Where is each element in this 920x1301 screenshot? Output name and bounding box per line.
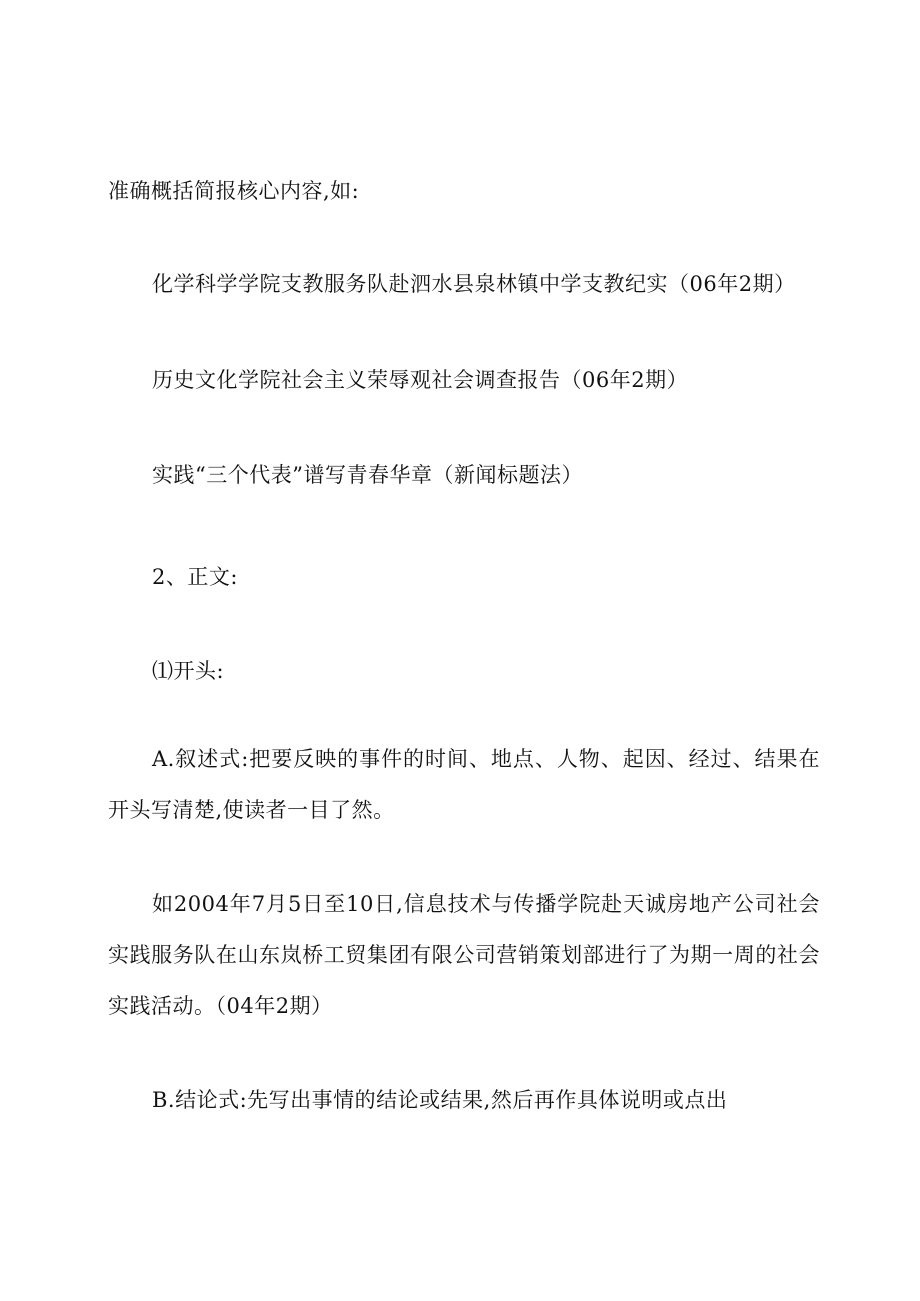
example-title-2: 历史文化学院社会主义荣辱观社会调查报告（06年2期） [152,368,689,392]
paragraph-conclusion-style: B.结论式:先写出事情的结论或结果,然后再作具体说明或点出 [152,1088,728,1112]
paragraph-narrative-example: 如2004年7月5日至10日,信息技术与传播学院赴天诚房地产公司社会实践服务队在山东岚桥工贸集团有限公司营销策划部进行了为期一周的社会实践活动。（04年2期） [108,892,820,1018]
example-title-1: 化学科学学院支教服务队赴泗水县泉林镇中学支教纪实（06年2期） [152,272,796,296]
paragraph-narrative-style: A.叙述式:把要反映的事件的时间、地点、人物、起因、经过、结果在开头写清楚,使读者一目了然。 [108,747,820,822]
intro-line: 准确概括简报核心内容,如: [108,179,360,203]
example-title-3: 实践“三个代表”谱写青春华章（新闻标题法） [152,463,583,487]
section-heading-body: 2、正文: [152,565,238,589]
subsection-heading-opening: ⑴开头: [152,659,225,683]
